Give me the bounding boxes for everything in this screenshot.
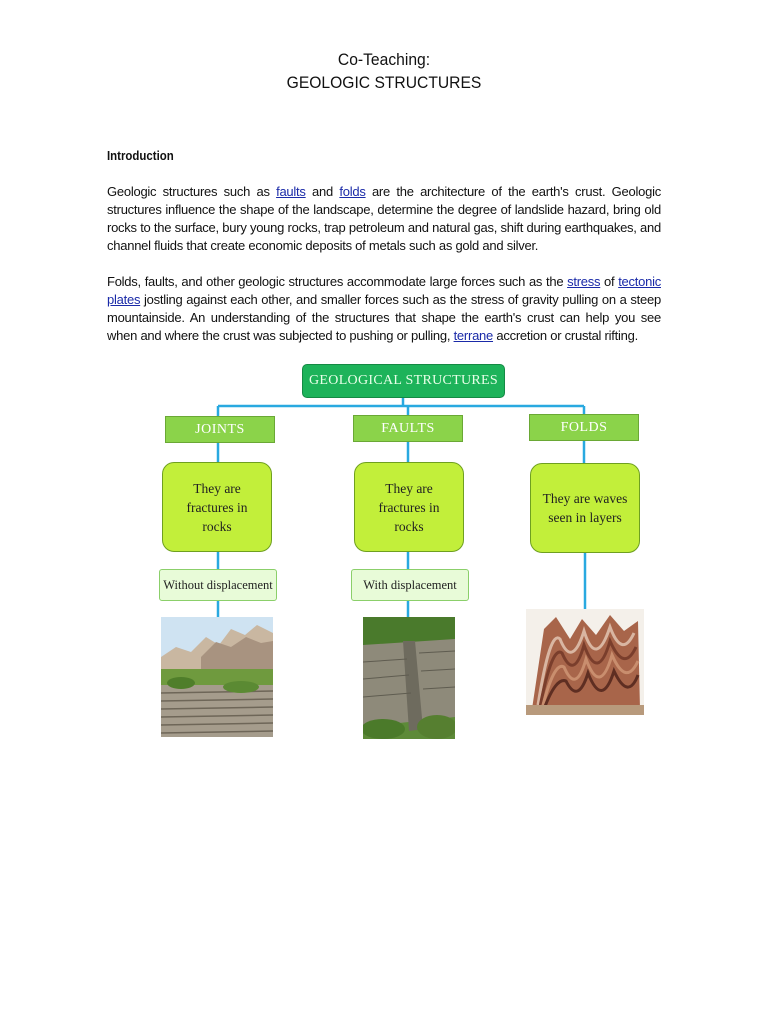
link-faults[interactable]: faults: [276, 184, 306, 199]
link-terrane[interactable]: terrane: [453, 328, 494, 343]
link-stress[interactable]: stress: [567, 274, 601, 289]
intro-paragraph-1: Geologic structures such as faults and folds are the architecture of the earth's crust. Geologic structures influence the shape of the landscape, determine the degree of landslide hazard, bring old rocks to the surface, bury young rocks, trap petroleum and natural gas, shift during earthquakes, and channel fluids that create economic deposits of metals such as gold and silver.: [107, 184, 661, 253]
node-faults: FAULTS: [353, 415, 463, 442]
page-title-line2: GEOLOGIC STRUCTURES: [286, 73, 482, 92]
node-folds-description: They are waves seen in layers: [530, 463, 640, 553]
link-tectonic-plates[interactable]: tectonic plates: [107, 274, 661, 307]
node-with-displacement: With displacement: [351, 569, 469, 601]
faults-photo: [363, 617, 455, 739]
section-heading-introduction: Introduction: [107, 148, 174, 163]
node-joints: JOINTS: [165, 416, 275, 443]
intro-paragraph-2: Folds, faults, and other geologic structures accommodate large forces such as the stress of tectonic plates jostling against each other, and smaller forces such as the stress of gravity pulling on a steep mountainside. An understanding of the structures that shape the earth's crust can help you see when and where the crust was subjected to pushing or pulling, terrane accretion or crustal rifting.: [107, 274, 661, 343]
page-title-line1: Co-Teaching:: [337, 50, 431, 69]
joints-photo: [161, 617, 273, 737]
node-geological-structures: GEOLOGICAL STRUCTURES: [302, 364, 505, 398]
folds-photo: [526, 609, 644, 715]
node-joints-description: They are fractures in rocks: [162, 462, 272, 552]
node-without-displacement: Without displacement: [159, 569, 277, 601]
node-folds: FOLDS: [529, 414, 639, 441]
link-folds[interactable]: folds: [339, 184, 366, 199]
node-faults-description: They are fractures in rocks: [354, 462, 464, 552]
